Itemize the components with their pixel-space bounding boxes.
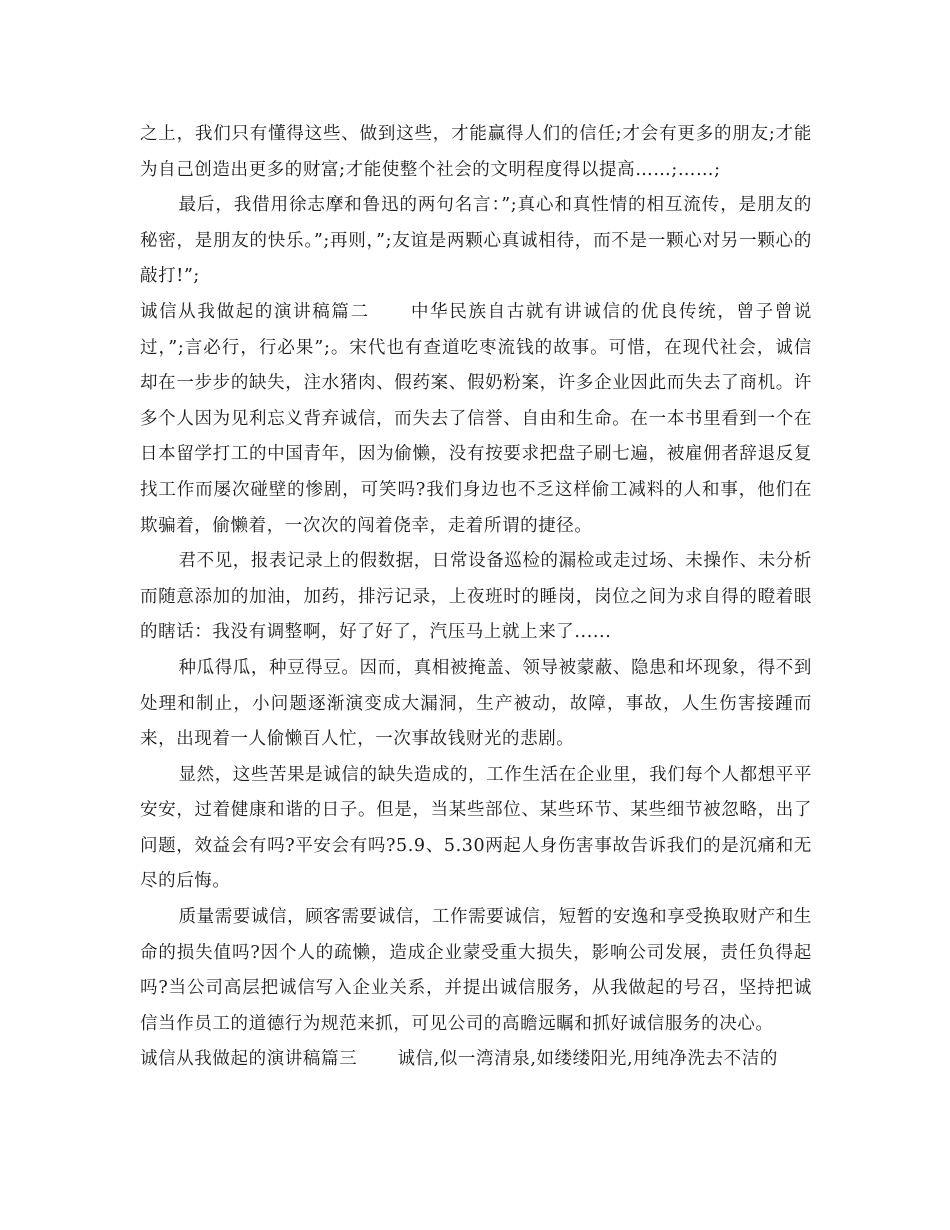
paragraph-continuation: 之上，我们只有懂得这些、做到这些，才能赢得人们的信任;才会有更多的朋友;才能为自己创造出更多的财富;才能使整个社会的文明程度得以提高……;……; [140,124,812,180]
document-body [140,117,812,1078]
paragraph-reap-what-you-sow: 种瓜得瓜，种豆得豆。因而，真相被掩盖、领导被蒙蔽、隐患和坏现象，得不到处理和制止，小问题逐渐演变成大漏洞，生产被动，故障，事故，人生伤害接踵而来，出现着一人偷懒百人忙，一次事故钱财光的悲剧。 [140,657,812,750]
section-two [140,295,812,544]
section-two-text: 中华民族自古就有讲诚信的优良传统，曾子曾说过，”;言必行，行必果”;。宋代也有查道吃枣流钱的故事。可惜，在现代社会，诚信却在一步步的缺失，注水猪肉、假药案、假奶粉案，许多企业因此而失去了商机。许多个人因为见利忘义背弃诚信，而失去了信誉、自由和生命。在一本书里看到一个在日本留学打工的中国青年，因为偷懒，没有按要求把盘子刷七遍，被雇佣者辞退反复找工作而屡次碰壁的惨剧，可笑吗?我们身边也不乏这样偷工减料的人和事，他们在欺骗着，偷懒着，一次次的闯着侥幸，走着所谓的捷径。 [140,301,812,536]
section-heading-two: 诚信从我做起的演讲稿篇二 [140,301,370,322]
paragraph-bitter-fruit: 显然，这些苦果是诚信的缺失造成的，工作生活在企业里，我们每个人都想平平安安，过着健康和谐的日子。但是，当某些部位、某些环节、某些细节被忽略，出了问题，效益会有吗?平安会有吗?5.9、5.30两起人身伤害事故告诉我们的是沉痛和无尽的后悔。 [140,764,812,892]
paragraph-closing-quote: 最后，我借用徐志摩和鲁迅的两句名言：”;真心和真性情的相互流传，是朋友的秘密，是朋友的快乐。”;再则，”;友谊是两颗心真诚相待，而不是一颗心对另一颗心的敲打!”; [140,195,812,287]
paragraph-quality-needs-integrity: 质量需要诚信，顾客需要诚信，工作需要诚信，短暂的安逸和享受换取财产和生命的损失值吗?因个人的疏懒，造成企业蒙受重大损失，影响公司发展，责任负得起吗?当公司高层把诚信写入企业关系，并提出诚信服务，从我做起的号召，坚持把诚信当作员工的道德行为规范来抓，可见公司的高瞻远瞩和抓好诚信服务的决心。 [140,907,812,1034]
section-three [140,1042,812,1078]
paragraph-false-data: 君不见，报表记录上的假数据，日常设备巡检的漏检或走过场、未操作、未分析而随意添加的加油，加药，排污记录，上夜班时的睡岗，岗位之间为求自得的瞪着眼的瞎话：我没有调整啊，好了好了，汽压马上就上来了...... [140,551,812,643]
section-three-text: 诚信,似一湾清泉,如缕缕阳光,用纯净洗去不洁的 [397,1049,778,1070]
section-heading-three: 诚信从我做起的演讲稿篇三 [140,1049,358,1070]
